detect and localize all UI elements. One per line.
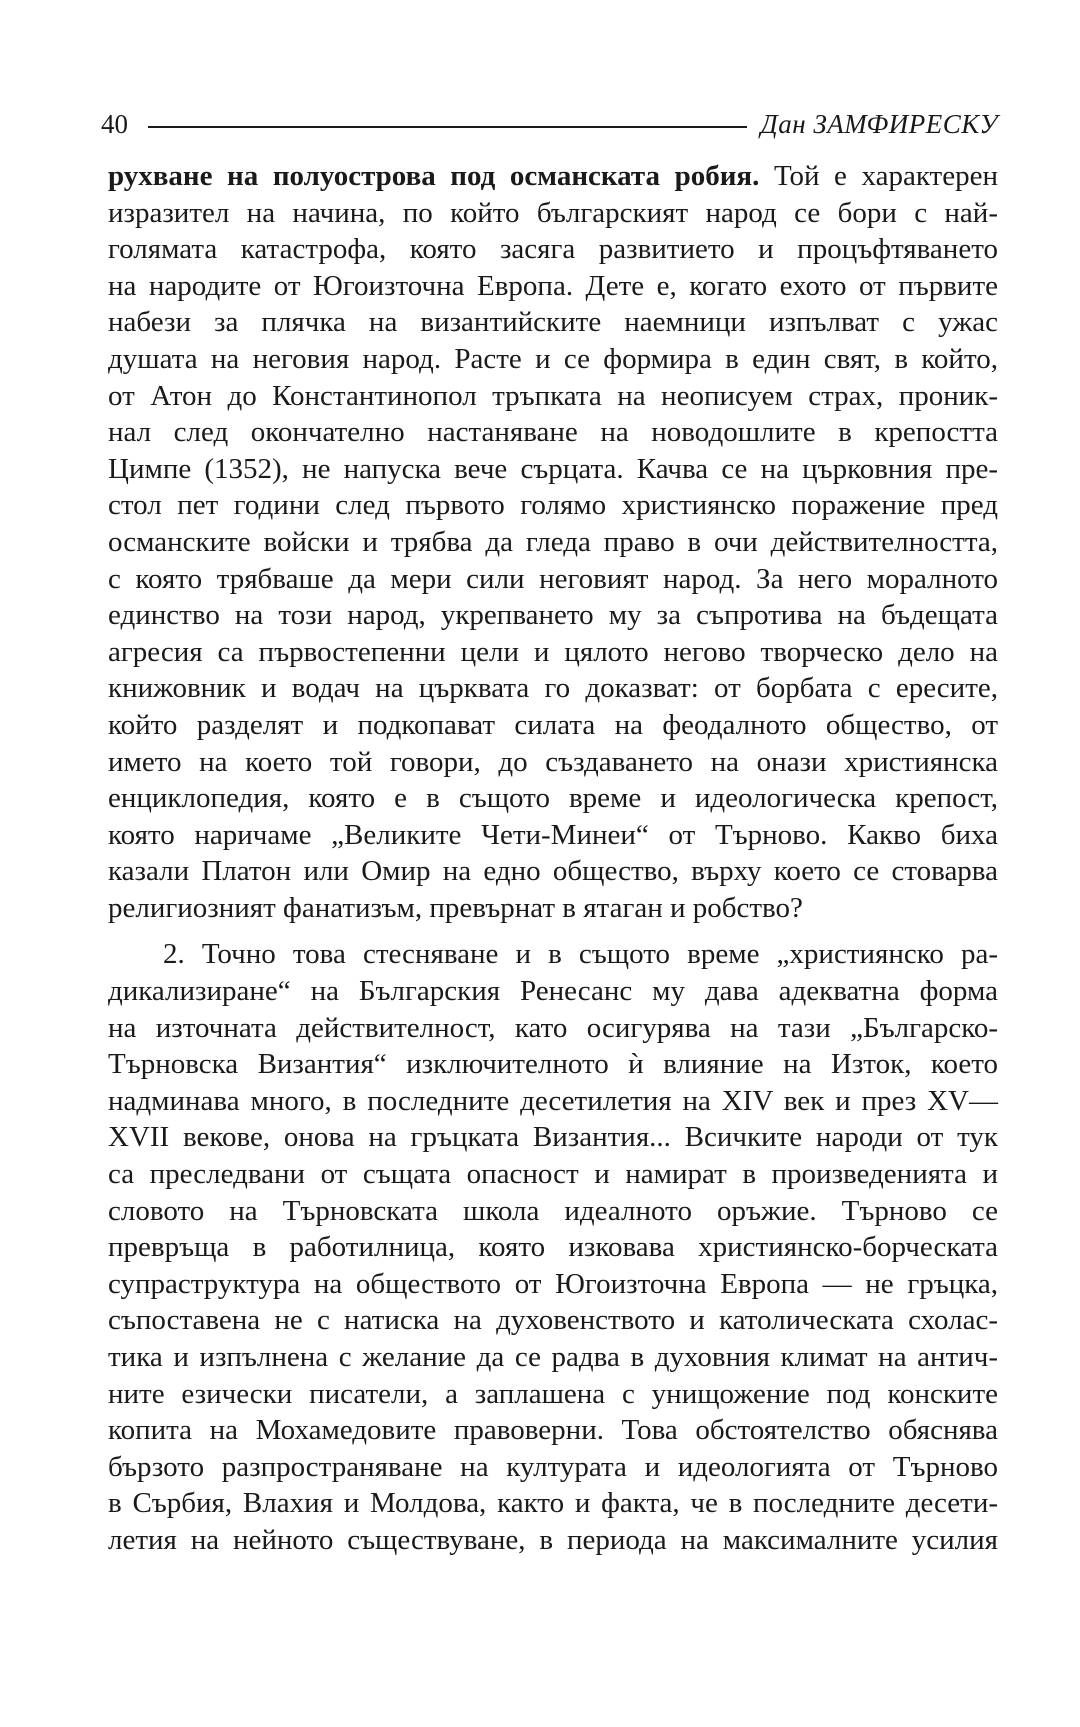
- text-line: с която трябваше да мери сили неговият народ. За него моралното: [108, 562, 998, 595]
- text-line: 2. Точно това стесняване и в същото време „християнско ра-: [163, 938, 998, 971]
- body-text: [108, 158, 998, 1559]
- text-line: бързото разпространяване на културата и идеологията от Търново: [108, 1450, 998, 1483]
- header-rule: [148, 126, 747, 128]
- page-header: [101, 104, 998, 144]
- text-line: тика и изпълнена с желание да се радва в духовния климат на антич-: [108, 1341, 998, 1373]
- running-head-author: Дан ЗАМФИРЕСКУ: [760, 108, 998, 139]
- text-line: голямата катастрофа, която засяга развитието и процъфтяването: [108, 233, 998, 266]
- text-line: словото на Търновската школа идеалното оръжие. Търново се: [108, 1194, 998, 1227]
- text-line: XVII векове, онова на гръцката Византия... Всичките народи от тук: [108, 1121, 998, 1154]
- text-line: в Сърбия, Влахия и Молдова, както и факта, че в последните десети-: [108, 1487, 998, 1520]
- text-line: на източната действителност, като осигурява на тази „Българско-: [108, 1011, 998, 1044]
- text-line: която наричаме „Великите Чети-Минеи“ от Търново. Какво биха: [108, 818, 998, 851]
- text-line: Търновска Византия“ изключителното ѝ влияние на Изток, което: [108, 1048, 998, 1081]
- paragraph-gap: [108, 926, 998, 936]
- text-line: [108, 158, 998, 195]
- text-line: надминава много, в последните десетилетия на XIV век и през XV—: [108, 1084, 998, 1117]
- text-line: енциклопедия, която е в същото време и идеологическа крепост,: [108, 782, 998, 815]
- text-line: дикализиране“ на Българския Ренесанс му дава адекватна форма: [108, 975, 998, 1008]
- text-line: единство на този народ, укрепването му за съпротива на бъдещата: [108, 599, 998, 632]
- text-line: агресия са първостепенни цели и цялото негово творческо дело на: [108, 635, 998, 668]
- text-line-segment: Той е характерен: [759, 160, 998, 192]
- page-number: 40: [101, 108, 128, 139]
- text-line: от Атон до Константинопол тръпката на неописуем страх, проник-: [108, 379, 998, 412]
- text-line: на народите от Югоизточна Европа. Дете е, когато ехото от първите: [108, 269, 998, 302]
- text-line: казали Платон или Омир на едно общество, върху което се стоварва: [108, 855, 998, 888]
- bold-lead: рухване на полуострова под османската робия.: [108, 160, 760, 192]
- text-line: летия на нейното съществуване, в периода на максималните усилия: [108, 1523, 998, 1556]
- text-line: който разделят и подкопават силата на феодалното общество, от: [108, 708, 998, 741]
- text-line: книжовник и водач на църквата го доказват: от борбата с ересите,: [108, 672, 998, 705]
- text-line: стол пет години след първото голямо християнско поражение пред: [108, 489, 998, 522]
- text-line: религиозният фанатизъм, превърнат в ятаган и робство?: [108, 891, 803, 924]
- text-line: името на което той говори, до създаването на онази християнска: [108, 745, 998, 778]
- text-line: са преследвани от същата опасност и намират в произведенията и: [108, 1158, 998, 1191]
- text-line: изразител на начина, по който българският народ се бори с най-: [108, 196, 998, 229]
- paragraph-2: [108, 936, 998, 1558]
- text-line: набези за плячка на византийските наемници изпълват с ужас: [108, 306, 998, 339]
- text-line: супраструктура на обществото от Югоизточна Европа — не гръцка,: [108, 1267, 998, 1300]
- text-line: съпоставена не с натиска на духовенството и католическата схолас-: [108, 1304, 998, 1337]
- text-line: нал след окончателно настаняване на новодошлите в крепостта: [108, 416, 998, 449]
- text-line: превръща в работилница, която изковава християнско-борческата: [108, 1231, 998, 1264]
- paragraph-1: [108, 158, 998, 926]
- text-line: Цимпе (1352), не напуска вече сърцата. Качва се на църковния пре-: [108, 452, 998, 485]
- text-line: ните езически писатели, а заплашена с унищожение под конските: [108, 1377, 998, 1410]
- text-line: османските войски и трябва да гледа право в очи действителността,: [108, 525, 998, 558]
- text-line: душата на неговия народ. Расте и се формира в един свят, в който,: [108, 342, 998, 375]
- text-line: копита на Мохамедовите правоверни. Това обстоятелство обяснява: [108, 1414, 998, 1447]
